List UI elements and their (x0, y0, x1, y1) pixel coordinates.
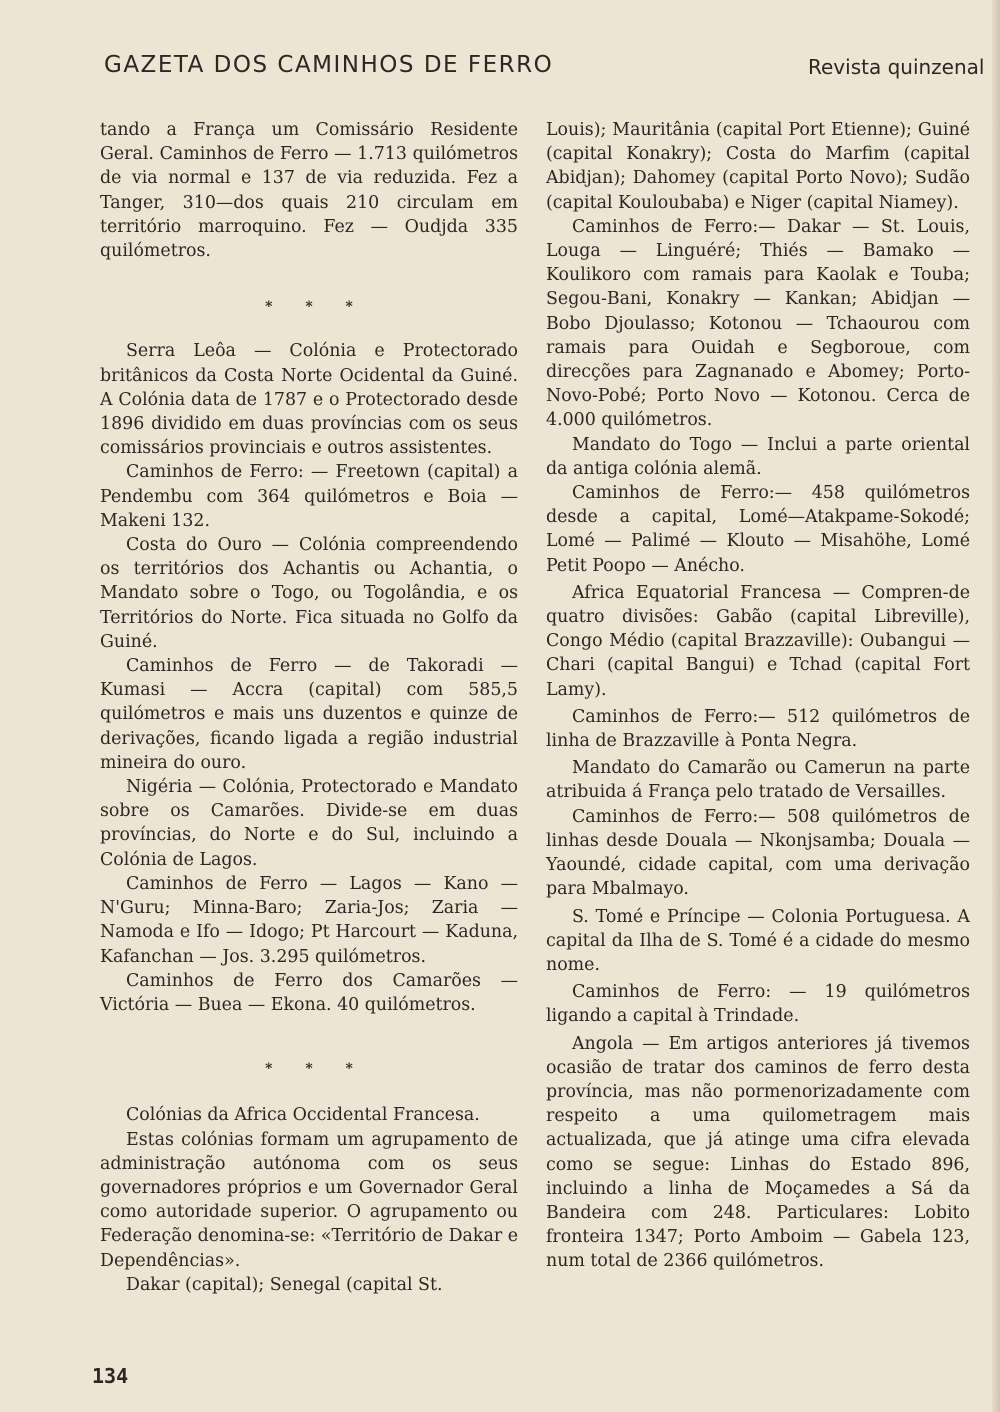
section-separator: * * * (265, 1061, 367, 1078)
paragraph-costa-do-ouro-railways: Caminhos de Ferro — de Takoradi — Kumasi — Accra (capital) com 585,5 quilómetros e mais uns duzentos e quinze de derivações, ficando ligada a região industrial mineira do ouro. (100, 656, 518, 773)
paragraph-aof-capitals-cont: Louis); Mauritânia (capital Port Etienne); Guiné (capital Konakry); Costa do Marfim (capital Abidjan); Dahomey (capital Porto Novo); Sudão (capital Kouloubaba) e Niger (capital Niamey). (546, 120, 970, 213)
left-column (100, 118, 518, 1297)
paragraph-aof-capitals: Dakar (capital); Senegal (capital St. (126, 1274, 443, 1295)
right-column (546, 118, 970, 1274)
paragraph-camarao: Mandato do Camarão ou Camerun na parte atribuida á França pelo tratado de Versailles. (546, 758, 970, 803)
paragraph-camarao-railways: Caminhos de Ferro:— 508 quilómetros de linhas desde Douala — Nkonjsamba; Douala — Yaoundé, cidade capital, com uma derivação para Mbalmayo. (546, 806, 970, 900)
page-header (0, 0, 1000, 100)
paragraph-marrocos: tando a França um Comissário Residente Geral. Caminhos de Ferro — 1.713 quilómetros de via normal e 137 de via reduzida. Fez a Tanger, 310—dos quais 210 circulam em território marroquino. Fez — Oudjda 335 quilómetros. (100, 120, 518, 262)
paragraph-togo-railways: Caminhos de Ferro:— 458 quilómetros desde a capital, Lomé—Atakpame-Sokodé; Lomé — Palimé — Klouto — Misahöhe, Lomé Petit Poopo — Anécho. (546, 483, 970, 576)
paragraph-aof-railways: Caminhos de Ferro:— Dakar — St. Louis, Louga — Linguéré; Thiés — Bamako — Koulikoro com ramais para Kaolak e Touba; Segou-Bani, Konakry — Kankan; Abidjan — Bobo Djoulasso; Kotonou — Tchaourou com ramais para Ouidah e Segboroue, com direcções para Zagnanado e Abomey; Porto-Novo-Pobé; Porto Novo — Kotonou. Cerca de 4.000 quilómetros. (546, 216, 970, 431)
paragraph-aof-heading: Colónias da Africa Occidental Francesa. (126, 1105, 480, 1126)
paragraph-nigeria: Nigéria — Colónia, Protectorado e Mandato sobre os Camarões. Divide-se em duas províncias, do Norte e do Sul, incluindo a Colónia de Lagos. (100, 777, 518, 870)
paragraph-serra-leoa: Serra Leôa — Colónia e Protectorado britânicos da Costa Norte Ocidental da Guiné. A Colónia data de 1787 e o Protectorado desde 1896 dividido em duas províncias com os seus comissários provinciais e outros assistentes. (100, 341, 518, 459)
paragraph-camaroes-railways: Caminhos de Ferro dos Camarões — Victória — Buea — Ekona. 40 quilómetros. (100, 970, 518, 1015)
journal-subtitle: Revista quinzenal (808, 55, 985, 79)
paragraph-aef-railways: Caminhos de Ferro:— 512 quilómetros de linha de Brazzaville à Ponta Negra. (546, 706, 970, 752)
paragraph-aef: Africa Equatorial Francesa — Compren-de quatro divisões: Gabão (capital Libreville), Congo Médio (capital Brazzaville): Oubangui — Chari (capital Bangui) e Tchad (capital Fort Lamy). (546, 582, 970, 700)
paragraph-serra-leoa-railways: Caminhos de Ferro: — Freetown (capital) a Pendembu com 364 quilómetros e Boia — Makeni 132. (100, 462, 518, 531)
paragraph-sao-tome-railways: Caminhos de Ferro: — 19 quilómetros ligando a capital à Trindade. (546, 982, 970, 1027)
page-edge-shadow (992, 0, 1000, 1412)
paragraph-nigeria-railways: Caminhos de Ferro — Lagos — Kano — N'Guru; Minna-Baro; Zaria-Jos; Zaria — Namoda e Ifo — Idogo; Pt Harcourt — Kaduna, Kafanchan — Jos. 3.295 quilómetros. (100, 873, 518, 967)
journal-title: GAZETA DOS CAMINHOS DE FERRO (104, 52, 554, 78)
paragraph-aof: Estas colónias formam um agrupamento de administração autónoma com os seus governadores próprios e um Governador Geral como autoridade superior. O agrupamento ou Federação denomina-se: «Território de Dakar e Dependências». (100, 1129, 518, 1271)
paragraph-togo: Mandato do Togo — Inclui a parte oriental da antiga colónia alemã. (546, 434, 970, 479)
page-number: 134 (92, 1364, 129, 1388)
section-separator: * * * (265, 299, 367, 316)
paragraph-costa-do-ouro: Costa do Ouro — Colónia compreendendo os territórios dos Achantis ou Achantia, o Mandato sobre o Togo, ou Togolândia, e os Territórios do Norte. Fica situada no Golfo da Guiné. (100, 535, 518, 652)
paragraph-sao-tome: S. Tomé e Príncipe — Colonia Portuguesa. A capital da Ilha de S. Tomé é a cidade do mesmo nome. (546, 906, 970, 975)
paragraph-angola: Angola — Em artigos anteriores já tivemos ocasião de tratar dos caminos de ferro desta província, mas não pormenorizadamente com respeito a uma quilometragem mais actualizada, que já atinge uma cifra elevada como se segue: Linhas do Estado 896, incluindo a linha de Moçamedes a Sá da Bandeira com 248. Particulares: Lobito fronteira 1347; Porto Amboim — Gabela 123, num total de 2366 quilómetros. (546, 1033, 970, 1272)
